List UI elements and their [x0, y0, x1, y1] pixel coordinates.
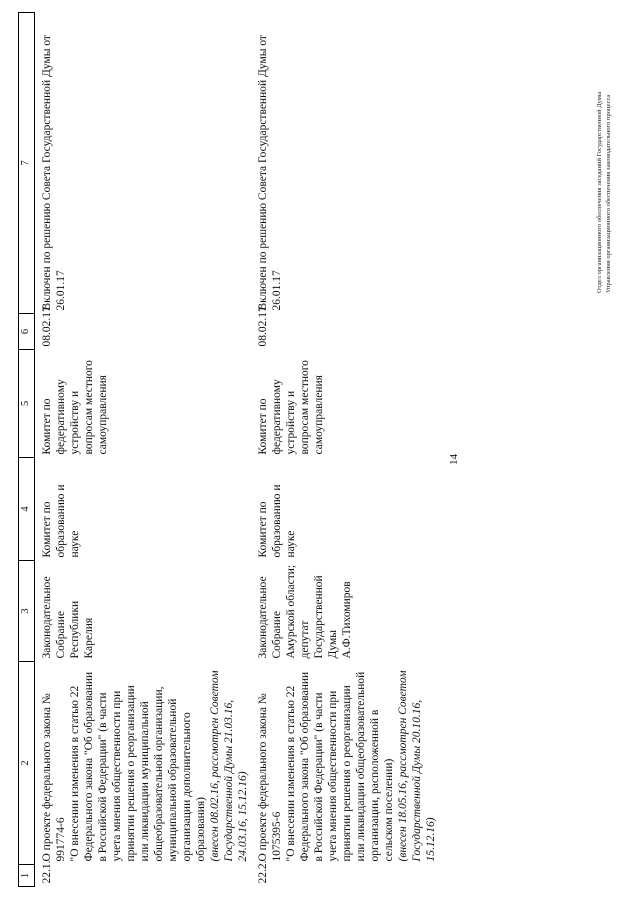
agenda-row — [34, 13, 251, 887]
inclusion-status: Включен по решению Совета Государственной Думы от 26.01.17 — [40, 35, 67, 311]
footer-department: Отдел организационного обеспечения заседаний Государственной Думы — [596, 91, 603, 293]
agenda-row — [251, 13, 439, 887]
bill-description: "О внесении изменения в статью 22 Федерального закона "Об образовании в Российской Федерации" (в части учета мнения общественности при принятии решения о реорганизации или ликвидации муниципальной общеобразовательной организации, муниципальной образовательной организации дополнительного образования) — [68, 671, 207, 862]
consideration-date: 08.02.17 — [256, 306, 269, 347]
initiator: Законодательное Собрание Амурской области; депутат Государственной Думы А.Ф.Тихомиров — [256, 564, 353, 659]
col-header-3: 3 — [19, 561, 35, 662]
item-description-cell — [251, 662, 439, 865]
item-description-cell — [34, 662, 251, 865]
col-header-1: 1 — [19, 865, 35, 887]
agenda-table — [18, 12, 439, 887]
bill-title: О проекте федерального закона № 991774-6 — [40, 693, 67, 862]
inclusion-status: Включен по решению Совета Государственной Думы от 26.01.17 — [256, 35, 283, 311]
page-footer — [596, 92, 614, 293]
bill-history-note: (внесен 18.05.16, рассмотрен Советом Государственной Думы 20.10.16, 15.12.16) — [396, 670, 437, 862]
consideration-date: 08.02.17 — [40, 306, 53, 347]
column-number-header — [19, 13, 35, 887]
footer-directorate: Управления организационного обеспечения законодательного процесса — [604, 94, 612, 293]
col-header-7: 7 — [19, 13, 35, 314]
col-header-2: 2 — [19, 662, 35, 865]
col-header-6: 6 — [19, 314, 35, 350]
bill-history-note: (внесен 08.02.16, рассмотрен Советом Государственной Думы 21.03.16, 24.03.16, 15.12.16) — [208, 670, 249, 862]
item-number: 22.2. — [256, 860, 269, 884]
page-number: 14 — [448, 454, 460, 465]
col-header-4: 4 — [19, 458, 35, 561]
responsible-committee: Комитет по образованию и науке — [256, 484, 297, 558]
item-number: 22.1. — [40, 860, 53, 884]
col-header-5: 5 — [19, 350, 35, 458]
co-executor-committee: Комитет по федеративному устройству и вопросам местного самоуправления — [40, 360, 109, 455]
responsible-committee: Комитет по образованию и науке — [40, 484, 81, 558]
co-executor-committee: Комитет по федеративному устройству и вопросам местного самоуправления — [256, 360, 325, 455]
bill-description: "О внесении изменения в статью 22 Федерального закона "Об образовании в Российской Федерации" (в части учета мнения общественности при принятии решения о реорганизации или ликвидации общеобразовательной организации, расположенной в сельском поселении) — [284, 671, 395, 862]
initiator: Законодательное Собрание Республики Карелия — [40, 576, 95, 659]
bill-title: О проекте федерального закона № 1075395-6 — [256, 693, 283, 862]
